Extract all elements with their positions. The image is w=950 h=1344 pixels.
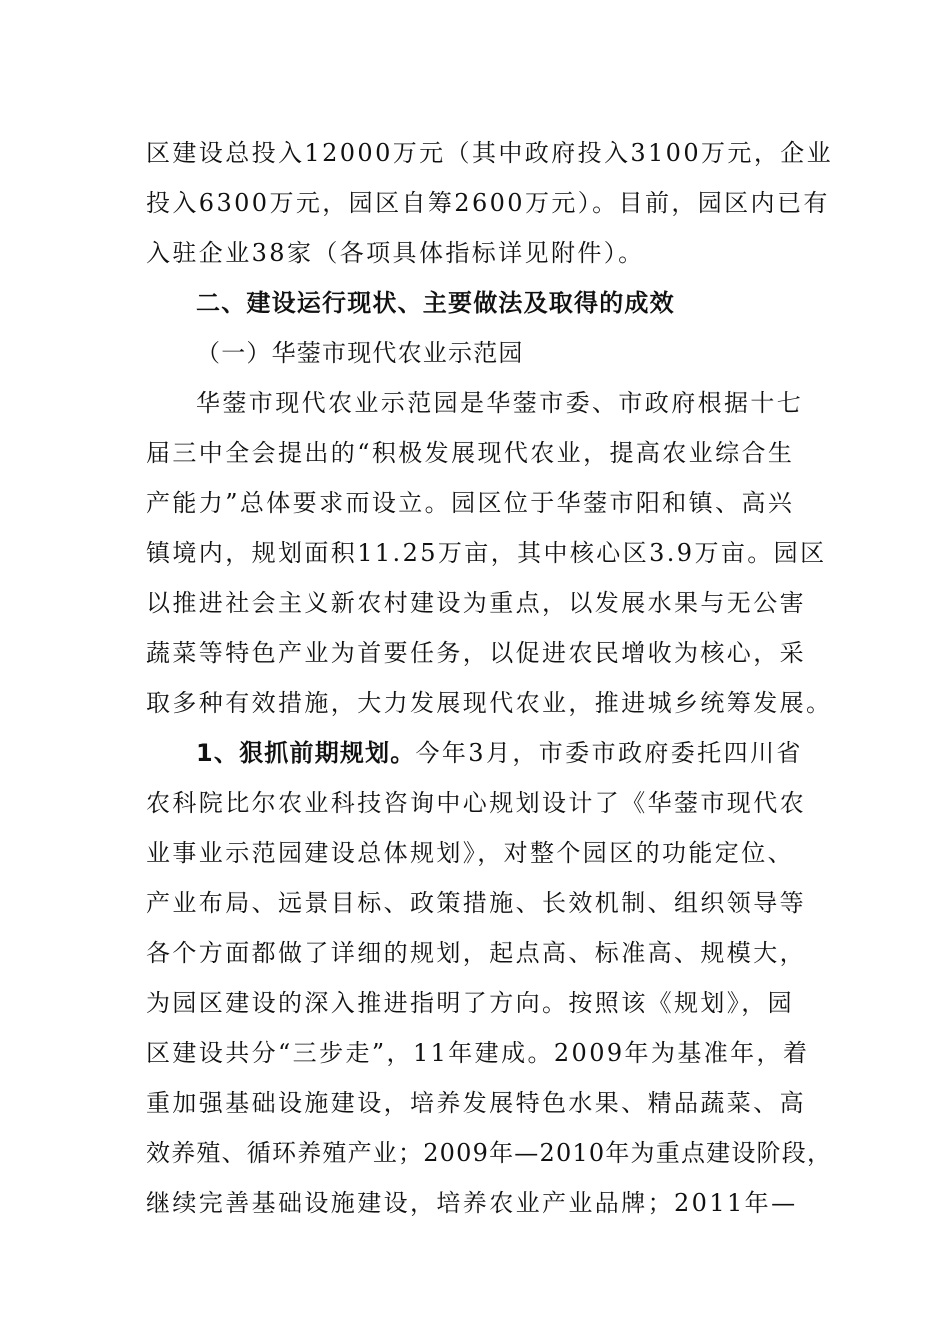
body-line: 区建设共分“三步走”，11年建成。2009年为基准年，着: [146, 1039, 810, 1067]
body-line: 产业布局、远景目标、政策措施、长效机制、组织领导等: [146, 889, 806, 917]
subsection-heading: （一）华蓥市现代农业示范园: [196, 339, 524, 367]
body-line: 业事业示范园建设总体规划》，对整个园区的功能定位、: [146, 839, 794, 867]
paragraph-first-line: [196, 728, 836, 778]
body-line: 效养殖、循环养殖产业；2009年—2010年为重点建设阶段，: [146, 1139, 833, 1167]
body-line: 镇境内，规划面积11.25万亩，其中核心区3.9万亩。园区: [146, 539, 827, 567]
body-line: 入驻企业38家（各项具体指标详见附件）。: [146, 239, 645, 267]
body-line: 继续完善基础设施建设，培养农业产业品牌；2011年—: [146, 1189, 798, 1217]
body-line: 各个方面都做了详细的规划，起点高、标准高、规模大，: [146, 939, 806, 967]
body-line: 产能力”总体要求而设立。园区位于华蓥市阳和镇、高兴: [146, 489, 795, 517]
body-line: 华蓥市现代农业示范园是华蓥市委、市政府根据十七: [196, 389, 804, 417]
body-line: 农科院比尔农业科技咨询中心规划设计了《华蓥市现代农: [146, 789, 806, 817]
body-line: 投入6300万元，园区自筹2600万元）。目前，园区内已有: [146, 189, 830, 217]
body-line: 取多种有效措施，大力发展现代农业，推进城乡统筹发展。: [146, 689, 833, 717]
body-text: 今年3月，市委市政府委托四川省: [415, 739, 803, 767]
body-line: 以推进社会主义新农村建设为重点，以发展水果与无公害: [146, 589, 806, 617]
body-line: 重加强基础设施建设，培养发展特色水果、精品蔬菜、高: [146, 1089, 806, 1117]
body-line: 届三中全会提出的“积极发展现代农业，提高农业综合生: [146, 439, 795, 467]
body-line: 为园区建设的深入推进指明了方向。按照该《规划》，园: [146, 989, 794, 1017]
body-line: 蔬菜等特色产业为首要任务，以促进农民增收为核心，采: [146, 639, 806, 667]
body-line: 区建设总投入12000万元（其中政府投入3100万元，企业: [146, 139, 834, 167]
section-heading: 二、建设运行现状、主要做法及取得的成效: [196, 289, 675, 317]
bold-lead: 1、狠抓前期规划。: [196, 739, 416, 767]
